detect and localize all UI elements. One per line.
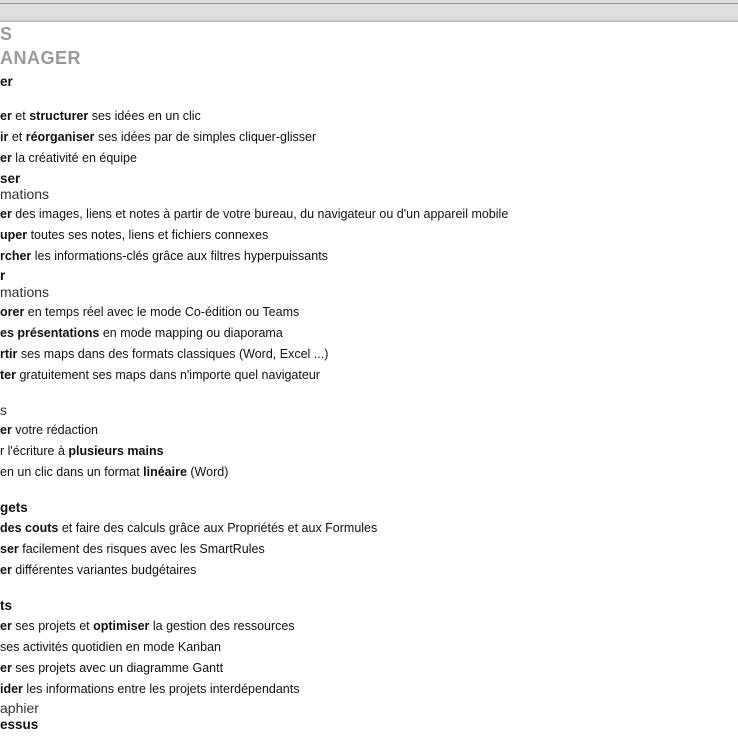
list-item: er ses projets et optimiser la gestion des ressources (0, 619, 295, 633)
list-item: er différentes variantes budgétaires (0, 563, 197, 577)
header-manager: ANAGER (0, 48, 82, 68)
section-subheading: mations (0, 186, 50, 202)
section-heading: ts (0, 598, 13, 613)
section-heading: er (0, 74, 13, 89)
list-item: uper toutes ses notes, liens et fichiers connexes (0, 228, 269, 242)
section-subheading: mations (0, 284, 50, 300)
list-item: ser facilement des risques avec les SmartRules (0, 542, 265, 556)
list-item: er des images, liens et notes à partir de votre bureau, du navigateur ou d'un appareil mobile (0, 207, 509, 221)
list-item: r l'écriture à plusieurs mains (0, 444, 164, 458)
list-item: ses activités quotidien en mode Kanban (0, 640, 221, 654)
top-rule (0, 3, 738, 4)
list-item: des couts et faire des calculs grâce aux Propriétés et aux Formules (0, 521, 378, 535)
list-item: ir et réorganiser ses idées par de simples cliquer-glisser (0, 130, 317, 144)
list-item: orer en temps réel avec le mode Co-édition ou Teams (0, 305, 300, 319)
section-heading: ser (0, 171, 21, 186)
list-item: ider les informations entre les projets interdépendants (0, 682, 300, 696)
section-heading: r (0, 268, 6, 283)
section-subheading: aphier (0, 700, 39, 716)
list-item: rtir ses maps dans des formats classiques (Word, Excel ...) (0, 347, 329, 361)
list-item: es présentations en mode mapping ou diaporama (0, 326, 283, 340)
list-item: en un clic dans un format linéaire (Word) (0, 465, 229, 479)
list-item: rcher les informations-clés grâce aux filtres hyperpuissants (0, 249, 328, 263)
section-subheading: s (0, 402, 7, 418)
section-heading: gets (0, 500, 28, 515)
list-item: er votre rédaction (0, 423, 98, 437)
section-heading: essus (0, 717, 39, 732)
list-item: er et structurer ses idées en un clic (0, 109, 201, 123)
window-top-bar (0, 0, 738, 22)
list-item: er la créativité en équipe (0, 151, 137, 165)
list-item: ter gratuitement ses maps dans n'importe quel navigateur (0, 368, 320, 382)
list-item: er ses projets avec un diagramme Gantt (0, 661, 224, 675)
header-s: S (0, 24, 13, 44)
